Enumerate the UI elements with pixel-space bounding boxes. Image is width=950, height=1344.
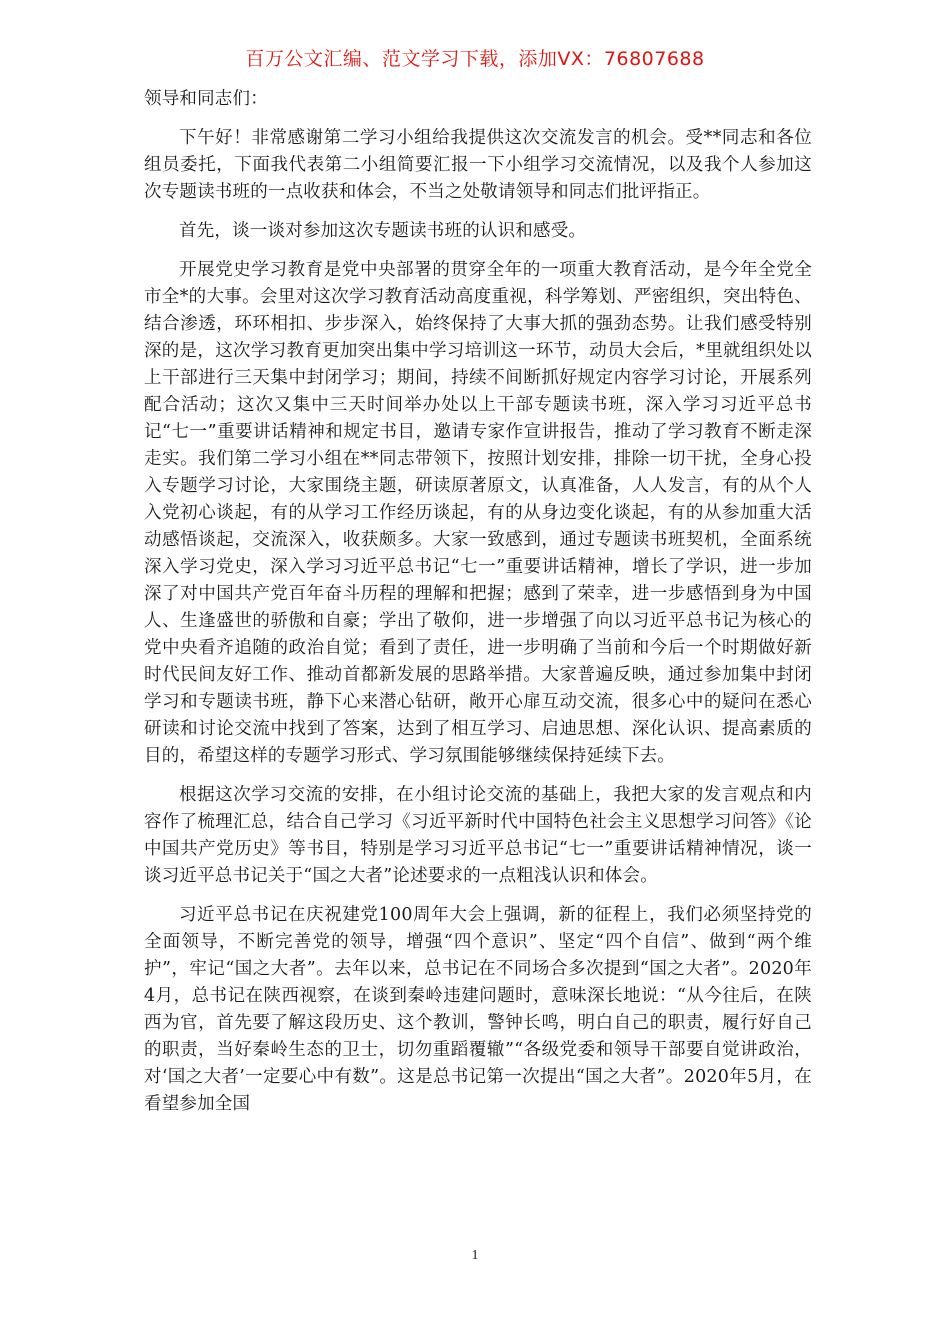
salutation: 领导和同志们： xyxy=(144,89,268,109)
page-number: 1 xyxy=(471,1248,479,1263)
paragraph-summary: 根据这次学习交流的安排，在小组讨论交流的基础上，我把大家的发言观点和内容作了梳理汇总，结合自己学习《习近平新时代中国特色社会主义思想学习问答》《论中国共产党历史》等书目，特别是学习习近平总书记“七一”重要讲话精神情况，谈一谈习近平总书记关于“国之大者”论述要求的一点粗浅认识和体会。 xyxy=(144,785,812,886)
document-body xyxy=(144,86,812,1130)
paragraph-greeting: 下午好！非常感谢第二学习小组给我提供这次交流发言的机会。受**同志和各位组员委托，下面我代表第二小组简要汇报一下小组学习交流情况，以及我个人参加这次专题读书班的一点收获和体会，不当之处敬请领导和同志们批评指正。 xyxy=(144,128,812,202)
paragraph-study-overview: 开展党史学习教育是党中央部署的贯穿全年的一项重大教育活动，是今年全党全市全*的大事。会里对这次学习教育活动高度重视，科学筹划、严密组织，突出特色、结合渗透，环环相扣、步步深入，始终保持了大事大抓的强劲态势。让我们感受特别深的是，这次学习教育更加突出集中学习培训这一环节，动员大会后，*里就组织处以上干部进行三天集中封闭学习；期间，持续不间断抓好规定内容学习讨论，开展系列配合活动；这次又集中三天时间举办处以上干部专题读书班，深入学习习近平总书记“七一”重要讲话精神和规定书目，邀请专家作宣讲报告，推动了学习教育不断走深走实。我们第二学习小组在**同志带领下，按照计划安排，排除一切干扰，全身心投入专题学习讨论，大家围绕主题，研读原著原文，认真准备，人人发言，有的从个人入党初心谈起，有的从学习工作经历谈起，有的从身边变化谈起，有的从参加重大活动感悟谈起，交流深入，收获颇多。大家一致感到，通过专题读书班契机，全面系统深入学习党史，深入学习习近平总书记“七一”重要讲话精神，增长了学识，进一步加深了对中国共产党百年奋斗历程的理解和把握；感到了荣幸，进一步感悟到身为中国人、生逢盛世的骄傲和自豪；学出了敬仰，进一步增强了向以习近平总书记为核心的党中央看齐追随的政治自觉；看到了责任，进一步明确了当前和今后一个时期做好新时代民间友好工作、推动首都新发展的思路举措。大家普遍反映，通过参加集中封闭学习和专题读书班，静下心来潜心钻研，敞开心扉互动交流，很多心中的疑问在悉心研读和讨论交流中找到了答案，达到了相互学习、启迪思想、深化认识、提高素质的目的，希望这样的专题学习形式、学习氛围能够继续保持延续下去。 xyxy=(144,260,812,766)
header-banner: 百万公文汇编、范文学习下载，添加VX：76807688 xyxy=(245,48,705,70)
paragraph-section-intro: 首先，谈一谈对参加这次专题读书班的认识和感受。 xyxy=(179,221,587,241)
paragraph-guozhidazhe: 习近平总书记在庆祝建党100周年大会上强调，新的征程上，我们必须坚持党的全面领导，不断完善党的领导，增强“四个意识”、坚定“四个自信”、做到“两个维护”，牢记“国之大者”。去年以来，总书记在不同场合多次提到“国之大者”。2020年4月，总书记在陕西视察，在谈到秦岭违建问题时，意味深长地说：“从今往后，在陕西为官，首先要了解这段历史、这个教训，警钟长鸣，明白自己的职责，履行好自己的职责，当好秦岭生态的卫士，切勿重蹈覆辙”“各级党委和领导干部要自觉讲政治，对‘国之大者’一定要心中有数”。这是总书记第一次提出“国之大者”。2020年5月，在看望参加全国 xyxy=(144,905,812,1114)
